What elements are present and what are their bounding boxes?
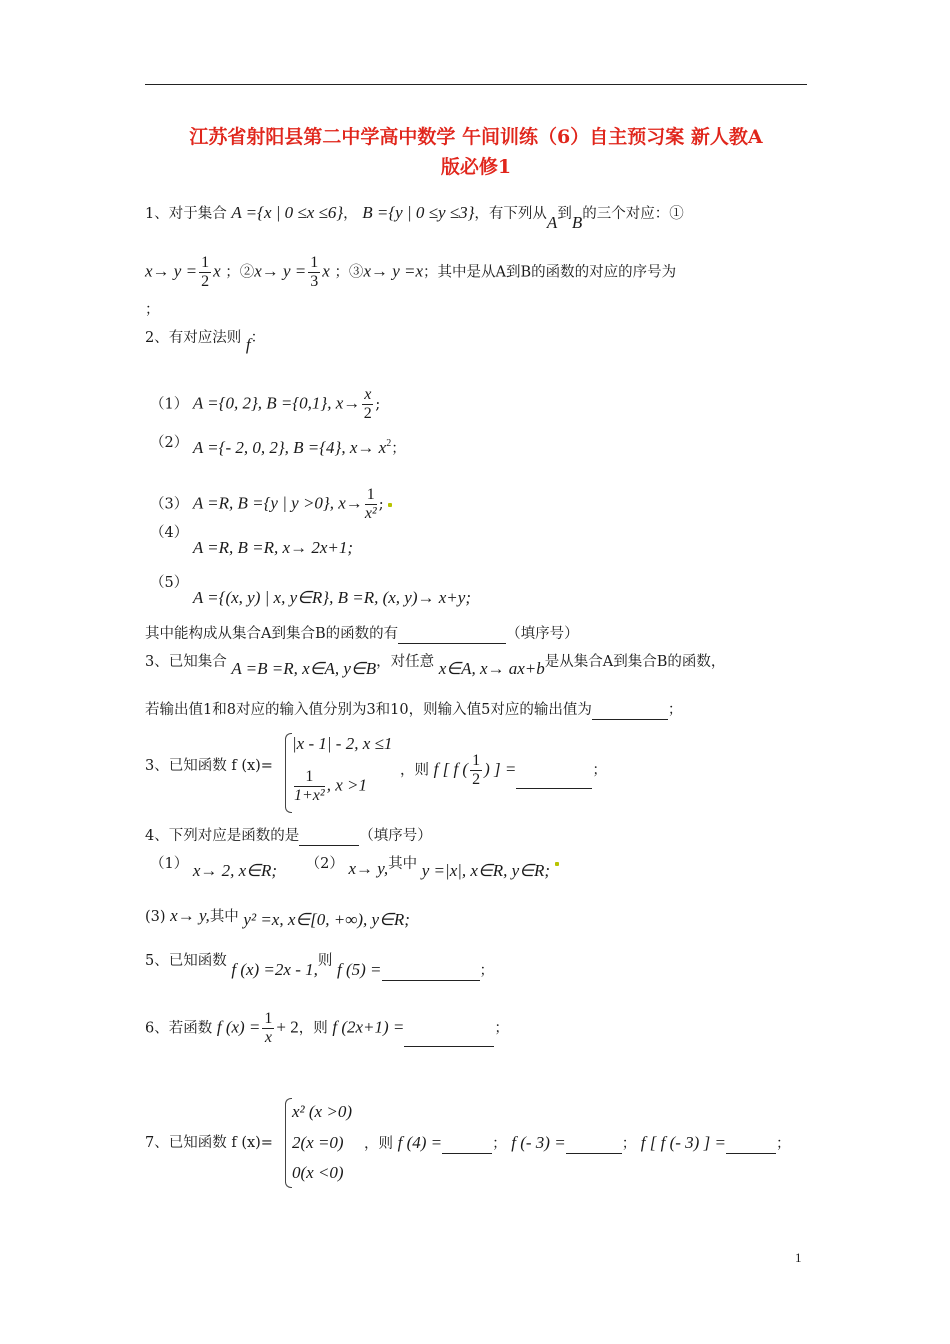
q6-end: ； — [494, 1020, 509, 1037]
q2-item-1-num: x — [364, 386, 372, 403]
q3a-line-2 — [145, 700, 682, 720]
q2-question: 其中能构成从集合A到集合B的函数的有 — [145, 626, 399, 642]
q1-b: B — [571, 213, 583, 232]
q7-brace — [285, 1098, 292, 1188]
q2-item-3 — [150, 486, 392, 523]
q7-ask-3: f [ f (- 3) ] = — [640, 1133, 726, 1152]
q6-line — [145, 1010, 509, 1047]
q2-lead: 有对应法则 — [168, 330, 242, 346]
q4-item-1: x→ 2, x∈R; — [192, 861, 278, 880]
q4-item-3 — [145, 906, 410, 927]
q3b-case-2-num: 1 — [294, 768, 325, 787]
q5-expr: f (x) =2x - 1, — [231, 960, 318, 979]
q3b-case-2-den: 1+x² — [294, 787, 325, 804]
q2-colon: ： — [250, 330, 266, 346]
q4-item-3-a: x→ y, — [170, 906, 210, 925]
q1-line-2 — [145, 254, 676, 291]
q6-den: x — [264, 1029, 272, 1046]
q3b-lead-line — [145, 756, 273, 776]
q2-item-2 — [150, 434, 406, 459]
q2-number: 2、 — [145, 330, 169, 346]
q1-end: ； — [145, 302, 160, 318]
q1-mid: ，有下列从 — [474, 206, 547, 222]
q6-expr-post: + 2 — [276, 1017, 299, 1037]
q3a-line-1 — [145, 651, 726, 678]
q4-item-3-b: 其中 — [209, 909, 239, 925]
q2-item-3-num: 1 — [366, 486, 375, 503]
q7-answer-blank-2[interactable] — [566, 1137, 622, 1154]
q3b-then: ，则 — [400, 762, 429, 779]
q3a-question: 若输出值1和8对应的输入值分别为3和10，则输入值5对应的输出值为 — [145, 702, 592, 718]
q6-then: ，则 — [298, 1020, 328, 1037]
q1-set-b: B ={y | 0 ≤y ≤3} — [362, 203, 475, 222]
q1-question: ；其中是从A到B的函数的对应的序号为 — [423, 264, 677, 281]
q1-c2-fraction — [308, 254, 320, 291]
q3a-answer-blank[interactable] — [592, 703, 668, 720]
q3b-input-fraction — [470, 752, 482, 789]
q1-set-a: A ={x | 0 ≤x ≤6} — [231, 203, 344, 222]
q3b-ask — [400, 752, 607, 789]
q2-item-1-label: （1） — [150, 396, 189, 413]
q3b-input-num: 1 — [472, 752, 481, 769]
q2-item-2-label: （2） — [150, 435, 189, 451]
q3b-expr: f [ f ( — [433, 759, 469, 779]
q3a-lead: 已知集合 — [168, 654, 227, 670]
q4-item-2-c: y =|x|, x∈R, y∈R; — [421, 861, 551, 880]
q2-item-1-fraction — [362, 386, 373, 423]
q3b-number: 3、 — [145, 758, 169, 774]
q3b-lead: 已知函数 f (x)= — [168, 758, 273, 774]
q6-answer-blank[interactable] — [404, 1030, 494, 1047]
q2-item-5-expr: A ={(x, y) | x, y∈R}, B =R, (x, y)→ x+y; — [192, 588, 471, 607]
q4-items-1-2 — [150, 853, 559, 880]
page-title — [140, 122, 812, 182]
q3b-case-2-tail: , x >1 — [326, 775, 367, 795]
q2-item-4-label: （4） — [150, 525, 189, 541]
title-line-1: 江苏省射阳县第二中学高中数学 午间训练（6）自主预习案 新人教A — [189, 126, 763, 148]
q1-c1-pre: x→ y = — [145, 261, 198, 281]
q7-case-3: 0(x <0) — [292, 1163, 344, 1182]
q2-f: f — [245, 335, 251, 354]
q4-item-2-label: （2） — [305, 856, 344, 872]
q7-number: 7、 — [145, 1135, 169, 1151]
q3a-expr-1: A =B =R, x∈A, y∈B — [231, 659, 377, 678]
q7-lead: 已知函数 f (x)= — [168, 1135, 273, 1151]
q2-item-1-expr: A ={0, 2}, B ={0,1}, x→ — [192, 393, 361, 413]
q3b-case-2-fraction — [294, 768, 325, 805]
q1-tail: 的三个对应：① — [582, 206, 684, 222]
q2-item-4 — [150, 525, 353, 557]
q7-ask-1: f (4) = — [397, 1133, 443, 1152]
header-rule — [145, 84, 807, 85]
q3b-case-1: |x - 1| - 2, x ≤1 — [292, 734, 393, 753]
q1-comma: ， — [343, 206, 358, 222]
q2-item-5 — [150, 575, 471, 607]
q2-item-1 — [150, 386, 380, 423]
q5-lead: 已知函数 — [168, 953, 227, 969]
q2-hint: （填序号） — [506, 626, 579, 642]
q7-answer-blank-1[interactable] — [442, 1137, 492, 1154]
q3a-mid: ，对任意 — [376, 654, 435, 670]
q1-a: A — [546, 213, 558, 232]
q3b-case-2 — [292, 768, 367, 805]
q6-num: 1 — [264, 1010, 273, 1027]
q7-case-1: x² (x >0) — [292, 1102, 352, 1121]
q3a-expr-2: x∈A, x→ ax+b — [438, 659, 545, 678]
q1-c3: x→ y =x — [363, 261, 424, 281]
q3a-tail: 是从集合A到集合B的函数， — [544, 654, 726, 670]
q6-lead: 若函数 — [168, 1020, 213, 1037]
q2-item-2-end: ； — [391, 441, 406, 457]
q3b-answer-blank[interactable] — [516, 772, 592, 789]
q2-item-4-expr: A =R, B =R, x→ 2x+1; — [192, 538, 353, 557]
q4-item-1-label: （1） — [150, 856, 189, 872]
q5-line — [145, 950, 495, 979]
q5-end: ； — [479, 963, 495, 979]
q4-hint: （填序号） — [359, 828, 432, 844]
q7-sep-2: ； — [621, 1136, 637, 1152]
q2-item-3-end: ; — [378, 496, 384, 513]
q1-c2-label: ；② — [225, 264, 255, 281]
q2-item-1-den: 2 — [363, 405, 372, 422]
q1-to: 到 — [557, 206, 572, 222]
q2-item-2-expr: A ={- 2, 0, 2}, B ={4}, x→ x — [192, 438, 387, 457]
title-line-2: 版必修1 — [440, 156, 512, 178]
q7-sep-1: ； — [492, 1136, 507, 1152]
q6-expr-pre: f (x) = — [216, 1017, 261, 1037]
q1-c1-den: 2 — [201, 273, 210, 290]
q2-item-3-label: （3） — [150, 496, 189, 513]
q4-item-2-b: 其中 — [388, 856, 418, 872]
q6-fraction — [262, 1010, 274, 1047]
q1-c2-pre: x→ y = — [254, 261, 307, 281]
q1-c1-post: x — [213, 261, 221, 281]
mark-dot — [555, 862, 559, 866]
q2-item-5-label: （5） — [150, 575, 189, 591]
q2-answer-blank[interactable] — [398, 627, 506, 644]
q2-item-3-den: x² — [364, 505, 377, 522]
q1-c2-den: 3 — [310, 273, 319, 290]
q4-item-2-a: x→ y, — [348, 859, 389, 878]
q7-lead-line — [145, 1133, 273, 1153]
q1-number: 1、 — [145, 206, 169, 222]
q4-number: 4、 — [145, 828, 169, 844]
q3b-end: ； — [592, 762, 607, 779]
q7-then: ，则 — [364, 1136, 393, 1152]
q2-item-2-sup: 2 — [386, 438, 392, 449]
q3b-input-den: 2 — [472, 771, 481, 788]
q3a-number: 3、 — [145, 654, 169, 670]
q1-c1-fraction — [199, 254, 211, 291]
q7-ask-2: f (- 3) = — [511, 1133, 566, 1152]
q2-question-line — [145, 624, 579, 644]
q5-ask: f (5) = — [336, 960, 382, 979]
q4-lead: 下列对应是函数的是 — [168, 828, 300, 844]
q4-lead-line — [145, 826, 432, 846]
q1-c2-post: x — [322, 261, 330, 281]
q5-number: 5、 — [145, 953, 169, 969]
q3b-expr-end: ) ] = — [484, 759, 517, 779]
mark-dot — [388, 503, 392, 507]
q4-item-3-label: (3) — [145, 909, 166, 925]
page-number: 1 — [795, 1250, 802, 1265]
q2-lead-line — [145, 327, 266, 354]
q6-ask: f (2x+1) = — [332, 1017, 405, 1037]
q5-answer-blank[interactable] — [382, 964, 480, 981]
q1-lead: 对于集合 — [168, 206, 227, 222]
q6-number: 6、 — [145, 1020, 169, 1037]
q7-case-2: 2(x =0) — [292, 1133, 344, 1152]
q2-item-3-fraction — [365, 486, 377, 523]
q7-end: ； — [775, 1136, 791, 1152]
q1-c1-num: 1 — [201, 254, 210, 271]
q4-answer-blank[interactable] — [299, 829, 359, 846]
q2-item-3-expr: A =R, B ={y | y >0}, x→ — [192, 493, 363, 513]
q7-answer-blank-3[interactable] — [726, 1137, 776, 1154]
q3b-brace — [285, 733, 292, 813]
q1-line-1 — [145, 203, 684, 232]
q5-then: 则 — [317, 953, 333, 969]
q2-item-1-end: ; — [375, 396, 381, 413]
q4-item-3-c: y² =x, x∈[0, +∞), y∈R; — [243, 910, 410, 929]
q1-c2-num: 1 — [310, 254, 319, 271]
q3a-end: ； — [667, 702, 683, 718]
q7-asks — [364, 1133, 790, 1154]
q1-c3-label: ；③ — [334, 264, 364, 281]
